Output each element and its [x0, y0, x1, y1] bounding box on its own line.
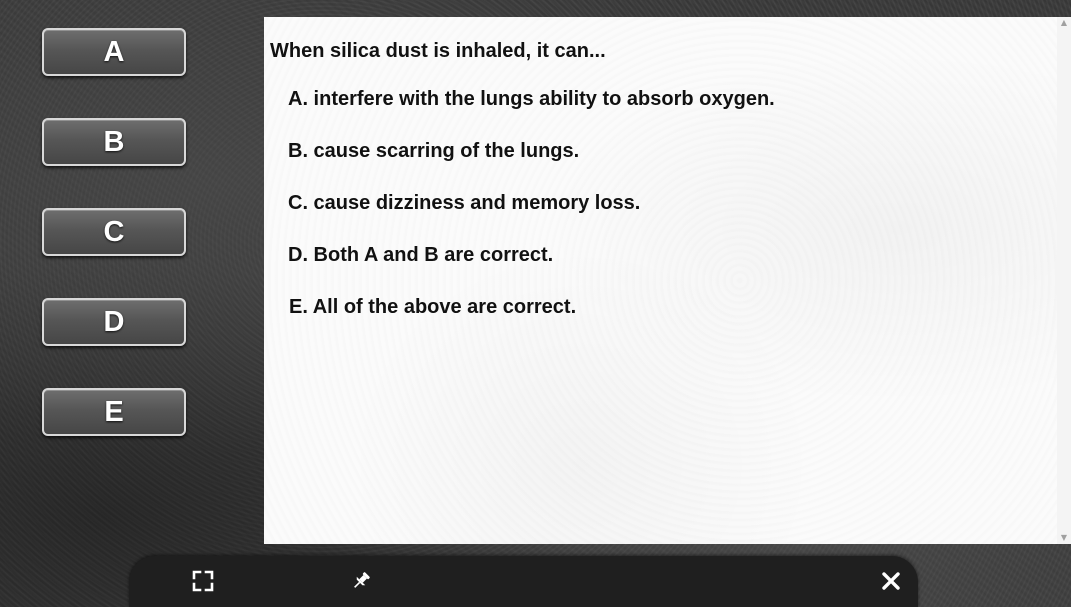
close-button[interactable] [878, 568, 904, 594]
vertical-scrollbar[interactable] [1057, 17, 1071, 544]
option-a-text: A. interfere with the lungs ability to absorb oxygen. [288, 88, 775, 110]
answer-button-a[interactable]: A [42, 28, 186, 76]
bottom-toolbar [129, 556, 918, 607]
scroll-down-arrow-icon[interactable]: ▼ [1060, 533, 1068, 542]
fullscreen-button[interactable] [190, 568, 216, 594]
close-icon [881, 571, 901, 591]
answer-button-c[interactable]: C [42, 208, 186, 256]
answer-button-e[interactable]: E [42, 388, 186, 436]
option-e-text: E. All of the above are correct. [289, 296, 577, 318]
answer-button-b[interactable]: B [42, 118, 186, 166]
option-c-text: C. cause dizziness and memory loss. [288, 192, 641, 214]
scroll-up-arrow-icon[interactable]: ▲ [1060, 18, 1068, 27]
option-b-text: B. cause scarring of the lungs. [288, 140, 580, 162]
question-panel [264, 17, 1057, 544]
pin-icon [350, 570, 372, 592]
option-d-text: D. Both A and B are correct. [288, 244, 554, 266]
question-text: When silica dust is inhaled, it can... [270, 40, 606, 62]
fullscreen-icon [192, 570, 214, 592]
answer-button-d[interactable]: D [42, 298, 186, 346]
pin-button[interactable] [348, 568, 374, 594]
